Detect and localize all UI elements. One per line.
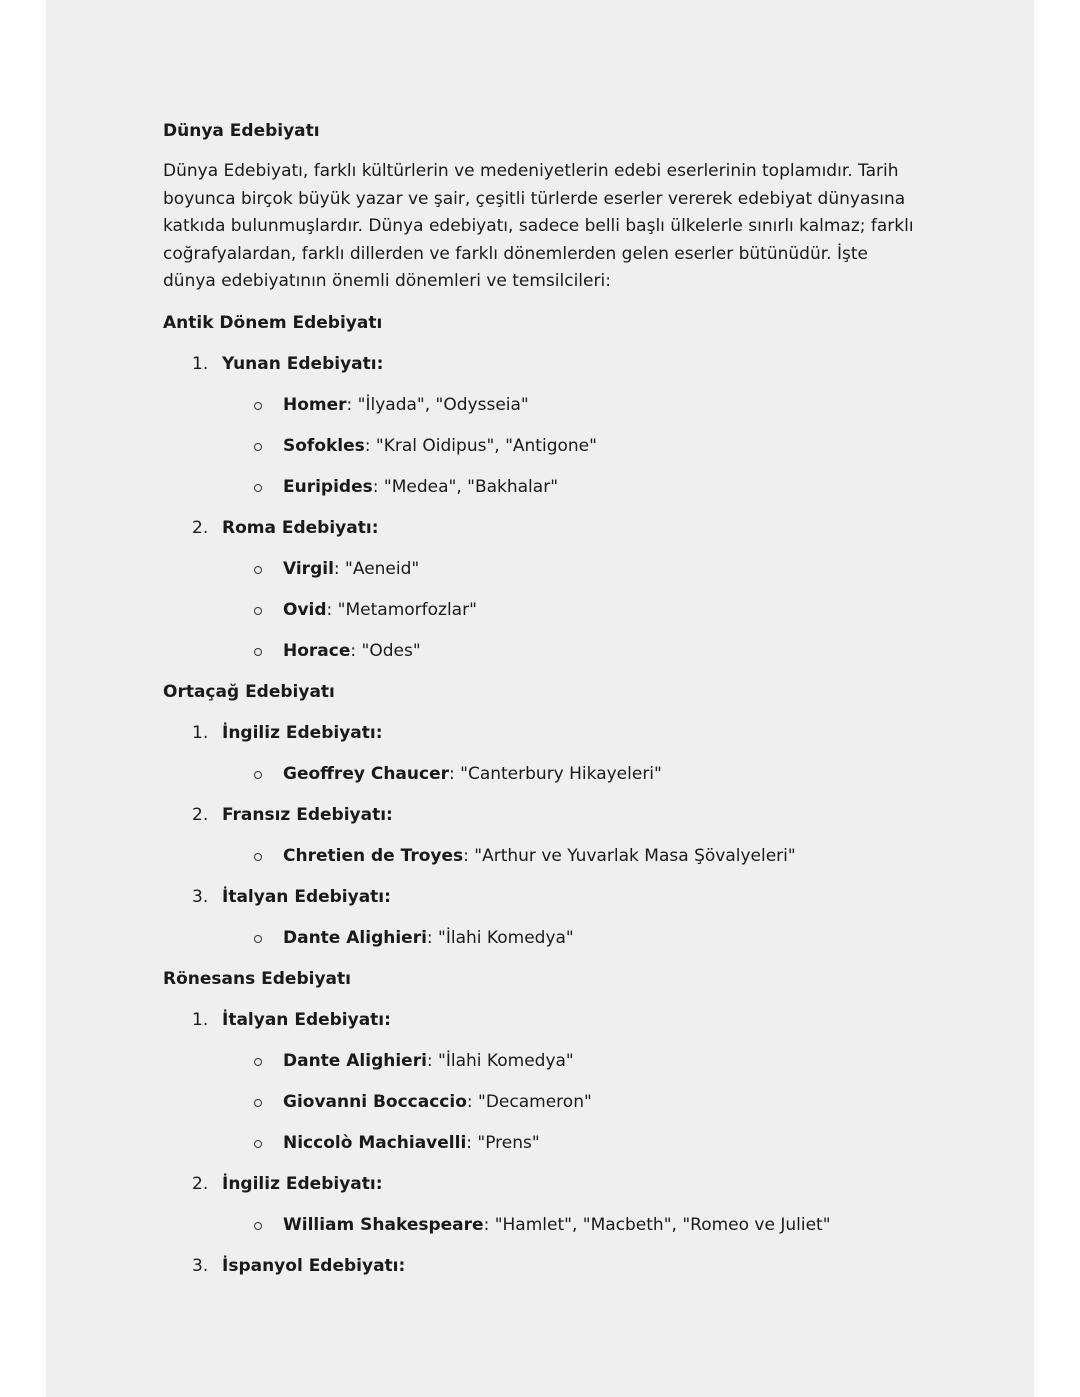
list-item	[163, 925, 923, 952]
subsection-heading	[163, 720, 923, 747]
author-name: Niccolò Machiavelli	[283, 1132, 467, 1153]
hollow-bullet-icon	[254, 443, 262, 451]
author-name: Horace	[283, 640, 351, 661]
hollow-bullet-icon	[254, 566, 262, 574]
document-title: Dünya Edebiyatı	[163, 121, 320, 141]
author-name: Sofokles	[283, 435, 365, 456]
hollow-bullet-icon	[254, 402, 262, 410]
subsection-heading	[163, 1007, 923, 1034]
hollow-bullet-icon	[254, 771, 262, 779]
section-heading: Rönesans Edebiyatı	[163, 968, 351, 989]
subsection-label: İngiliz Edebiyatı:	[222, 1173, 383, 1194]
subsection-label: Yunan Edebiyatı:	[222, 353, 384, 374]
subsection-heading	[163, 515, 923, 542]
hollow-bullet-icon	[254, 648, 262, 656]
list-number: 3.	[192, 1255, 209, 1276]
hollow-bullet-icon	[254, 1099, 262, 1107]
list-item	[163, 1212, 923, 1239]
subsection-heading	[163, 802, 923, 829]
work-titles: : "İlahi Komedya"	[426, 1050, 574, 1071]
list-item	[163, 1089, 923, 1116]
work-titles: : "Odes"	[350, 640, 421, 661]
list-number: 2.	[192, 1173, 209, 1194]
author-name: Virgil	[283, 558, 334, 579]
author-name: Giovanni Boccaccio	[283, 1091, 467, 1112]
subsection-label: Fransız Edebiyatı:	[222, 804, 393, 825]
work-titles: : "Canterbury Hikayeleri"	[449, 763, 662, 784]
hollow-bullet-icon	[254, 484, 262, 492]
subsection-label: Roma Edebiyatı:	[222, 517, 379, 538]
work-titles: : "Hamlet", "Macbeth", "Romeo ve Juliet"	[483, 1214, 831, 1235]
list-item	[163, 392, 923, 419]
subsection-label: İspanyol Edebiyatı:	[222, 1255, 406, 1276]
hollow-bullet-icon	[254, 607, 262, 615]
list-item	[163, 433, 923, 460]
list-number: 2.	[192, 804, 209, 825]
work-titles: : "İlyada", "Odysseia"	[346, 394, 529, 415]
work-titles: : "Decameron"	[466, 1091, 592, 1112]
section-heading: Ortaçağ Edebiyatı	[163, 681, 335, 702]
list-number: 1.	[192, 1009, 209, 1030]
author-name: Euripides	[283, 476, 373, 497]
list-number: 2.	[192, 517, 209, 538]
subsection-heading	[163, 884, 923, 911]
list-item	[163, 843, 923, 870]
document-content	[163, 118, 923, 1294]
work-titles: : "Prens"	[466, 1132, 540, 1153]
work-titles: : "Metamorfozlar"	[326, 599, 477, 620]
list-item	[163, 638, 923, 665]
author-name: Dante Alighieri	[283, 927, 427, 948]
author-name: Dante Alighieri	[283, 1050, 427, 1071]
subsection-label: İngiliz Edebiyatı:	[222, 722, 383, 743]
list-item	[163, 556, 923, 583]
work-titles: : "Medea", "Bakhalar"	[372, 476, 559, 497]
subsection-heading	[163, 1253, 923, 1280]
author-name: Homer	[283, 394, 347, 415]
hollow-bullet-icon	[254, 1140, 262, 1148]
work-titles: : "Aeneid"	[333, 558, 420, 579]
subsection-heading	[163, 1171, 923, 1198]
hollow-bullet-icon	[254, 935, 262, 943]
author-name: Ovid	[283, 599, 327, 620]
list-item	[163, 1048, 923, 1075]
work-titles: : "Arthur ve Yuvarlak Masa Şövalyeleri"	[463, 845, 796, 866]
list-item	[163, 474, 923, 501]
list-item	[163, 597, 923, 624]
intro-paragraph: Dünya Edebiyatı, farklı kültürlerin ve medeniyetlerin edebi eserlerinin toplamıdır. Tarih boyunca birçok büyük yazar ve şair, çeşitli türlerde eserler vererek edebiyat dünyasına katkıda bulunmuşlardır. Dünya edebiyatı, sadece belli başlı ülkelerle sınırlı kalmaz; farklı coğrafyalardan, farklı dillerden ve farklı dönemlerden gelen eserler bütünüdür. İşte dünya edebiyatının önemli dönemleri ve temsilcileri:	[163, 161, 914, 291]
list-number: 1.	[192, 722, 209, 743]
author-name: Geoffrey Chaucer	[283, 763, 449, 784]
list-number: 1.	[192, 353, 209, 374]
author-name: William Shakespeare	[283, 1214, 484, 1235]
section-heading: Antik Dönem Edebiyatı	[163, 312, 383, 333]
document-page	[46, 0, 1034, 1397]
hollow-bullet-icon	[254, 1058, 262, 1066]
hollow-bullet-icon	[254, 853, 262, 861]
list-number: 3.	[192, 886, 209, 907]
author-name: Chretien de Troyes	[283, 845, 464, 866]
subsection-heading	[163, 351, 923, 378]
hollow-bullet-icon	[254, 1222, 262, 1230]
list-item	[163, 1130, 923, 1157]
subsection-label: İtalyan Edebiyatı:	[222, 1009, 391, 1030]
work-titles: : "İlahi Komedya"	[426, 927, 574, 948]
subsection-label: İtalyan Edebiyatı:	[222, 886, 391, 907]
list-item	[163, 761, 923, 788]
work-titles: : "Kral Oidipus", "Antigone"	[364, 435, 597, 456]
